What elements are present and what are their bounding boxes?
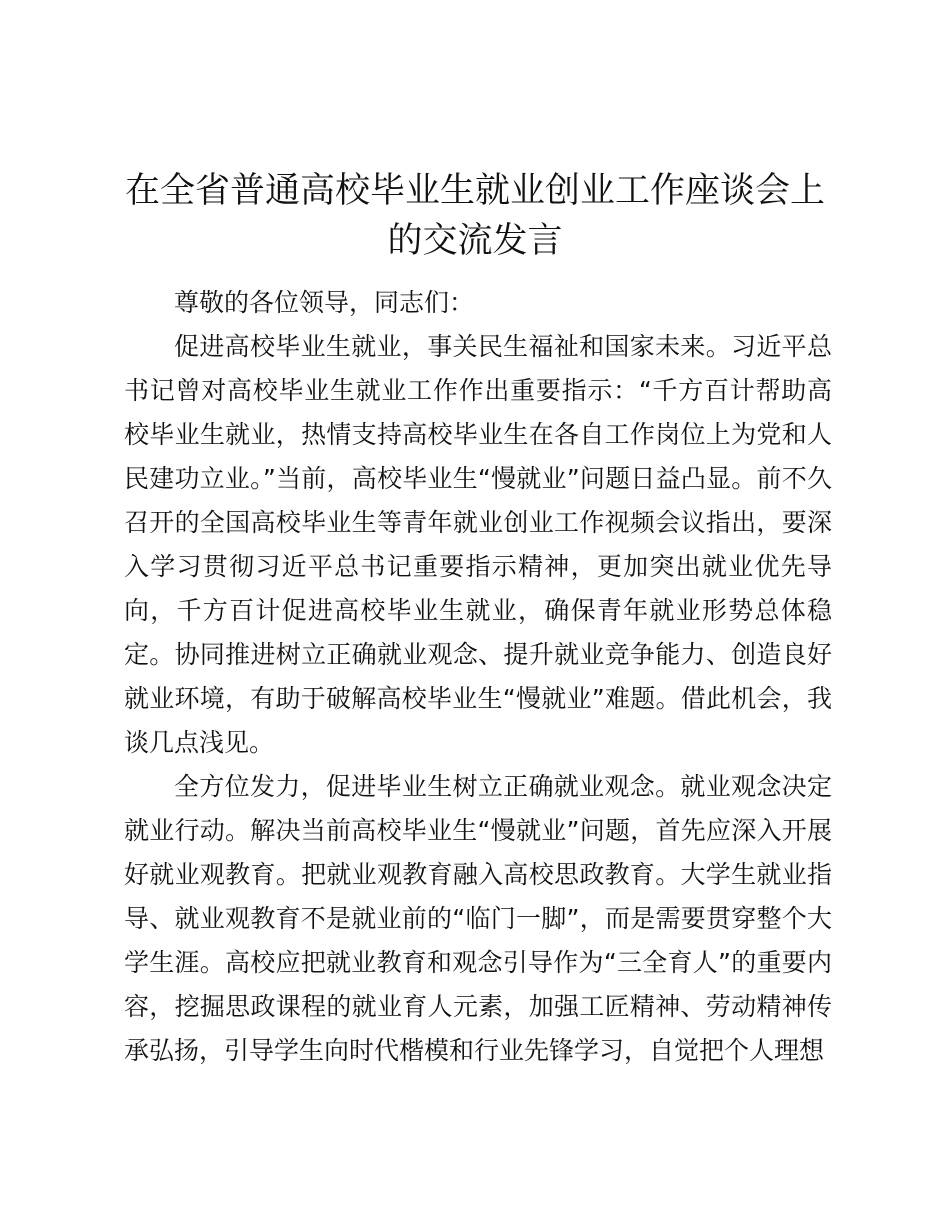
document-body [124, 281, 832, 1073]
document-title: 在全省普通高校毕业生就业创业工作座谈会上的交流发言 [124, 171, 825, 261]
paragraph: 促进高校毕业生就业，事关民生福祉和国家未来。习近平总书记曾对高校毕业生就业工作作出重要指示：“千方百计帮助高校毕业生就业，热情支持高校毕业生在各自工作岗位上为党和人民建功立业。”当前，高校毕业生“慢就业”问题日益凸显。前不久召开的全国高校毕业生等青年就业创业工作视频会议指出，要深入学习贯彻习近平总书记重要指示精神，更加突出就业优先导向，千方百计促进高校毕业生就业，确保青年就业形势总体稳定。协同推进树立正确就业观念、提升就业竞争能力、创造良好就业环境，有助于破解高校毕业生“慢就业”难题。借此机会，我谈几点浅见。 [124, 332, 832, 757]
paragraph: 全方位发力，促进毕业生树立正确就业观念。就业观念决定就业行动。解决当前高校毕业生“慢就业”问题，首先应深入开展好就业观教育。把就业观教育融入高校思政教育。大学生就业指导、就业观教育不是就业前的“临门一脚”，而是需要贯穿整个大学生涯。高校应把就业教育和观念引导作为“三全育人”的重要内容，挖掘思政课程的就业育人元素，加强工匠精神、劳动精神传承弘扬，引导学生向时代楷模和行业先锋学习，自觉把个人理想 [124, 772, 832, 1065]
salutation: 尊敬的各位领导，同志们： [174, 288, 475, 317]
